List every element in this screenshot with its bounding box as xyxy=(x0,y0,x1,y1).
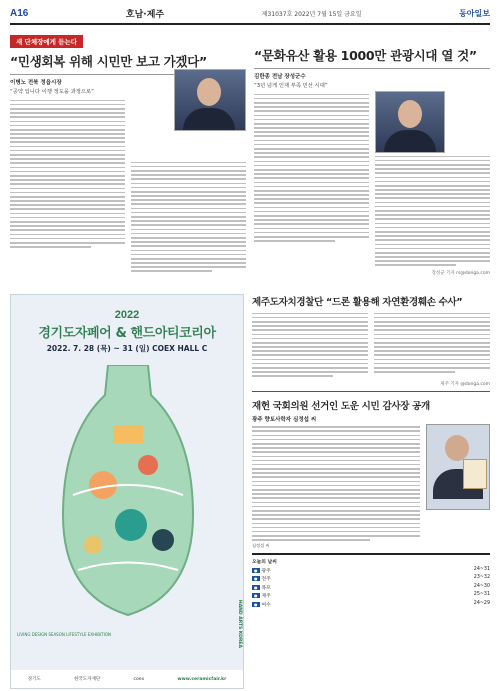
advertisement xyxy=(10,294,244,689)
ad-year: 2022 xyxy=(114,309,140,321)
page-number: A16 xyxy=(10,7,29,19)
section-title: 호남·제주 xyxy=(125,9,165,20)
article4-face xyxy=(445,435,469,461)
top-articles xyxy=(10,29,490,288)
lower-section xyxy=(10,294,490,689)
left-subheadline: “공약 입니다 이행 정도을 과정으로” xyxy=(10,89,94,95)
ad-footer xyxy=(11,670,243,688)
newspaper-brand: 동아일보 xyxy=(459,8,490,18)
ad-date: 2022. 7. 28 (목) ~ 31 (일) COEX HALL C xyxy=(46,344,208,353)
left-headline: “민생회복 위해 시민만 보고 가겠다” xyxy=(10,52,246,75)
weather-row: ● 목포 24~30 xyxy=(254,583,490,591)
right-article xyxy=(254,29,490,288)
ad-side-text: LIVING DESIGN SEASON LIFESTYLE EXHIBITION xyxy=(17,632,111,637)
portrait-photo-2 xyxy=(375,91,445,153)
sponsor-1: 경기도 xyxy=(27,677,41,682)
weather-badge: ● xyxy=(254,576,258,582)
article4-photo-caption: 심정섭 씨 xyxy=(252,543,270,549)
portrait-suit-2 xyxy=(384,130,436,152)
left-article xyxy=(10,29,246,288)
article4-headline: 재헌 국회의원 선거인 도운 시민 감사장 공개 xyxy=(252,400,430,412)
right-subheadline: “3년 넘게 인재 부족 민선 시대” xyxy=(254,83,328,89)
portrait-face xyxy=(197,78,221,106)
lower-right-column xyxy=(252,294,490,689)
sponsor-3: coex xyxy=(133,676,145,682)
portrait-photo xyxy=(174,69,246,131)
article3-body xyxy=(252,310,490,380)
portrait-suit xyxy=(183,108,235,130)
ad-title: 경기도자페어 & 핸드아티코리아 xyxy=(38,326,216,341)
ceramic-vase-illustration xyxy=(53,365,203,620)
weather-row: ● 여수 24~29 xyxy=(254,600,490,608)
weather-row: ● 전주 23~32 xyxy=(254,575,490,583)
page-header xyxy=(10,6,490,25)
weather-badge: ● xyxy=(254,567,258,573)
article3-headline: 제주도자치경찰단 “드론 활용해 자연환경훼손 수사” xyxy=(252,297,463,308)
weather-row: ● 제주 25~31 xyxy=(254,592,490,600)
weather-title: 오늘의 날씨 xyxy=(252,560,277,566)
weather-badge: ● xyxy=(254,593,258,599)
ad-url[interactable]: www.ceramicfair.kr xyxy=(177,676,227,682)
article3-credit: 제주 기자 @donga.com xyxy=(440,381,490,387)
article4-photo xyxy=(426,424,490,510)
article4-body xyxy=(252,424,420,544)
weather-index xyxy=(252,553,490,608)
weather-row: ● 광주 24~31 xyxy=(254,566,490,574)
sponsor-2: 한국도자재단 xyxy=(74,677,101,682)
interview-ribbon: 새 단체장에게 듣는다 xyxy=(10,35,83,48)
portrait-face-2 xyxy=(398,100,422,128)
issue-meta: 제31037호 2022년 7월 15일 금요일 xyxy=(261,10,362,18)
article4-sub: 광주 향토사학자 심정섭 씨 xyxy=(252,416,317,423)
weather-badge: ● xyxy=(254,584,258,590)
framed-certificate xyxy=(463,459,487,489)
right-headline: “문화유산 활용 1000만 관광시대 열 것” xyxy=(254,46,490,69)
left-byline: 이병노 전북 정읍시장 xyxy=(10,80,62,86)
ad-right-vertical: HAND ARTS KOREA xyxy=(237,599,242,648)
right-byline: 김한종 전남 장성군수 xyxy=(254,74,306,80)
weather-badge: ● xyxy=(254,601,258,607)
right-credit: 장성군 기자 rs@donga.com xyxy=(431,270,490,276)
right-body xyxy=(254,91,490,269)
